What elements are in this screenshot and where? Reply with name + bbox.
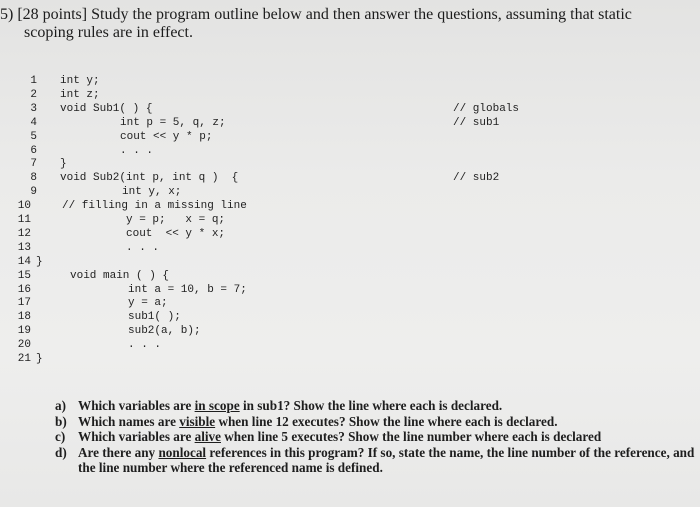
line-number: 13 (17, 241, 31, 254)
question-text: when line 12 executes? Show the line where each is declared. (215, 413, 558, 429)
line-number: 5 (30, 130, 37, 143)
code-text: sub1( ); (128, 311, 181, 324)
code-text: . . . (120, 144, 154, 157)
code-text: int p = 5, q, z; (120, 116, 226, 129)
question-text-line1: [28 points] Study the program outline below and then answer the questions, assuming that static (17, 6, 632, 23)
code-text: int z; (60, 88, 100, 101)
question-list (0, 398, 700, 476)
question-text: when line 5 executes? Show the line number where each is declared (220, 429, 602, 444)
code-text: y = p; x = q; (126, 214, 226, 226)
question-text: Which variables are (78, 398, 195, 413)
line-number: 9 (30, 186, 37, 199)
question-label: c) (55, 429, 66, 444)
question-keyword: in scope (194, 398, 240, 413)
code-line (0, 171, 700, 185)
code-text: y = a; (128, 297, 168, 310)
code-comment: // sub2 (453, 172, 500, 185)
code-line (0, 130, 700, 144)
code-line (0, 199, 700, 213)
question-label: a) (55, 398, 66, 413)
code-text: } (36, 353, 43, 365)
line-number: 14 (17, 255, 31, 268)
question-keyword: visible (179, 413, 216, 429)
code-line (0, 255, 700, 269)
line-number: 11 (17, 214, 31, 226)
code-text: int a = 10, b = 7; (128, 283, 247, 296)
code-line (0, 102, 700, 116)
code-text: void Sub1( ) { (60, 102, 153, 115)
code-comment: // globals (453, 102, 520, 115)
question-item (0, 429, 700, 445)
code-text: } (60, 158, 67, 171)
code-line (0, 144, 700, 158)
question-text: in sub1? Show the line where each is declared. (239, 398, 503, 413)
code-text: sub2(a, b); (128, 325, 201, 338)
line-number: 17 (17, 297, 31, 310)
line-number: 19 (17, 325, 31, 338)
code-text: cout << y * x; (126, 227, 226, 240)
code-line (0, 116, 700, 130)
line-number: 21 (17, 353, 31, 365)
code-line (0, 74, 700, 88)
code-line (0, 269, 700, 283)
line-number: 15 (17, 269, 31, 282)
line-number: 8 (30, 172, 37, 185)
question-text-line2: scoping rules are in effect. (24, 24, 193, 41)
code-line (0, 324, 700, 338)
code-text: . . . (128, 339, 162, 352)
line-number: 1 (30, 75, 37, 87)
code-text: } (36, 255, 43, 268)
line-number: 20 (17, 339, 31, 352)
code-text: void main ( ) { (70, 269, 170, 282)
question-number: 5) (0, 6, 14, 23)
code-line (0, 241, 700, 255)
code-line (0, 88, 700, 102)
question-text: Are there any (78, 444, 159, 460)
code-line (0, 283, 700, 297)
line-number: 10 (17, 200, 31, 213)
question-keyword: nonlocal (158, 444, 207, 460)
code-line (0, 157, 700, 171)
question-item (0, 414, 700, 430)
question-text: Which names are (78, 413, 180, 429)
code-text: // filling in a missing line (62, 200, 247, 213)
code-text: int y, x; (122, 186, 182, 199)
line-number: 6 (30, 144, 37, 157)
question-item (0, 398, 700, 414)
code-line (0, 310, 700, 324)
question-item (0, 445, 700, 476)
question-label: d) (55, 444, 67, 460)
line-number: 2 (30, 88, 37, 101)
code-text: int y; (60, 75, 100, 87)
question-text: Which variables are (78, 429, 195, 444)
code-text: . . . (126, 241, 160, 254)
code-line (0, 213, 700, 227)
code-line (0, 185, 700, 199)
line-number: 18 (17, 311, 31, 324)
line-number: 12 (17, 227, 31, 240)
line-number: 7 (30, 158, 37, 171)
code-line (0, 227, 700, 241)
code-line (0, 338, 700, 352)
code-text: cout << y * p; (120, 130, 213, 143)
code-text: void Sub2(int p, int q ) { (60, 172, 239, 185)
question-keyword: alive (194, 429, 221, 444)
line-number: 16 (17, 283, 31, 296)
question-text: references in this program? If so, state the name, the line number of the reference, and the line number where the referenced name is defined. (78, 444, 695, 475)
code-line (0, 352, 700, 366)
line-number: 3 (30, 102, 37, 115)
line-number: 4 (30, 116, 37, 129)
code-comment: // sub1 (453, 116, 500, 129)
code-line (0, 296, 700, 310)
question-label: b) (55, 413, 67, 429)
